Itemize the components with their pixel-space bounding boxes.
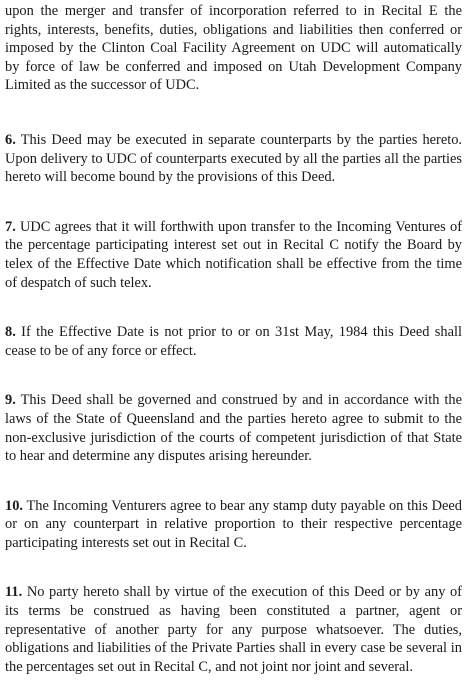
clause-number: 9. <box>5 392 16 409</box>
clause-text: The Incoming Venturers agree to bear any stamp duty payable on this Deed or on any counterpart in relative proportion to their respective percentage participating interests set out in Recital C. <box>5 497 463 551</box>
clause-text: This Deed may be executed in separate counterparts by the parties hereto. Upon delivery to UDC of counterparts executed by all the parties all the parties hereto will become bound by the provisions of this Deed. <box>5 131 462 186</box>
clause-text: No party hereto shall by virtue of the execution of this Deed or by any of its terms be construed as having been constituted a partner, agent or representative of another party for any purpose whatsoever. The duties, obligations and liabilities of the Private Parties shall in every case be several in the percentages set out in Recital C, and not joint nor joint and several. <box>5 584 462 675</box>
clause-7 <box>5 218 462 292</box>
clause-number: 10. <box>5 497 23 514</box>
clause-number: 6. <box>5 131 16 148</box>
clause-text: UDC agrees that it will forthwith upon transfer to the Incoming Ventures of the percentage participating interest set out in Recital C notify the Board by telex of the Effective Date which notification shall be effective from the time of despatch of such telex. <box>5 218 462 291</box>
clause-8 <box>5 323 462 360</box>
clause-text: If the Effective Date is not prior to or on 31st May, 1984 this Deed shall cease to be of any force or effect. <box>5 324 462 359</box>
clause-number: 7. <box>5 218 16 235</box>
clause-10 <box>5 497 462 553</box>
clause-6 <box>5 131 462 187</box>
clause-number: 8. <box>5 324 16 341</box>
clause-9 <box>5 391 462 465</box>
clause-number: 11. <box>5 584 23 601</box>
paragraph-text: upon the merger and transfer of incorporation referred to in Recital E the rights, interests, benefits, duties, obligations and liabilities then conferred or imposed by the Clinton Coal Facility Agreement on UDC will automatically by force of law be conferred and imposed on Utah Development Company Limited as the successor of UDC. <box>5 3 462 94</box>
paragraph-continuation <box>5 2 462 95</box>
clause-11 <box>5 583 462 676</box>
document-page <box>5 2 462 676</box>
clause-text: This Deed shall be governed and construed by and in accordance with the laws of the State of Queensland and the parties hereto agree to submit to the non-exclusive jurisdiction of the courts of competent jurisdiction of that State to hear and determine any disputes arising hereunder. <box>5 392 462 465</box>
